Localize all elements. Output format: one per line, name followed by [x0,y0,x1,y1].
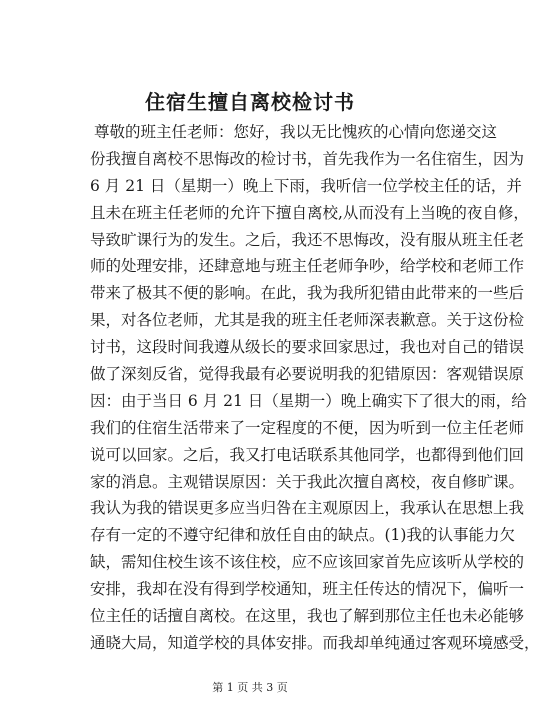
body-line: 做了深刻反省，觉得我最有必要说明我的犯错原因：客观错误原 [90,365,525,384]
body-line: 尊敬的班主任老师：您好，我以无比愧疚的心情向您递交这 [94,123,498,141]
body-line: 讨书，这段时间我遵从级长的要求回家思过，我也对自己的错误 [90,338,525,357]
body-line: 份我擅自离校不思悔改的检讨书，首先我作为一名住宿生，因为 [90,149,525,168]
body-line: 师的处理安排，还肆意地与班主任老师争吵，给学校和老师工作 [90,257,525,276]
body-line: 缺，需知住校生该不该住校，应不应该回家首先应该听从学校的 [90,553,525,572]
body-line: 我认为我的错误更多应当归咎在主观原因上，我承认在思想上我 [90,499,525,518]
body-line: 因：由于当日 6 月 21 日（星期一）晚上确实下了很大的雨，给 [90,391,527,410]
body-line: 通晓大局，知道学校的具体安排。而我却单纯通过客观环境感受， [90,633,540,652]
document-body [90,119,540,657]
body-line: 果，对各位老师，尤其是我的班主任老师深表歉意。关于这份检 [90,311,525,330]
body-line: 导致旷课行为的发生。之后，我还不思悔改，没有服从班主任老 [90,230,525,249]
body-line: 存有一定的不遵守纪律和放任自由的缺点。(1)我的认事能力欠 [90,526,515,545]
body-line: 家的消息。主观错误原因：关于我此次擅自离校，夜自修旷课。 [90,472,525,491]
body-line: 我们的住宿生活带来了一定程度的不便，因为听到一位主任老师 [90,418,525,437]
body-line: 位主任的话擅自离校。在这里，我也了解到那位主任也未必能够 [90,607,525,626]
body-line: 6 月 21 日（星期一）晚上下雨，我听信一位学校主任的话，并 [90,176,522,195]
body-line: 说可以回家。之后，我又打电话联系其他同学，也都得到他们回 [90,445,525,464]
body-line: 且未在班主任老师的允许下擅自离校,从而没有上当晚的夜自修， [90,203,529,222]
body-line: 带来了极其不便的影响。在此，我为我所犯错由此带来的一些后 [90,284,525,303]
page-number-footer: 第 1 页 共 3 页 [212,681,288,694]
document-title: 住宿生擅自离校检讨书 [145,90,355,114]
body-line: 安排，我却在没有得到学校通知，班主任传达的情况下，偏听一 [90,580,525,599]
